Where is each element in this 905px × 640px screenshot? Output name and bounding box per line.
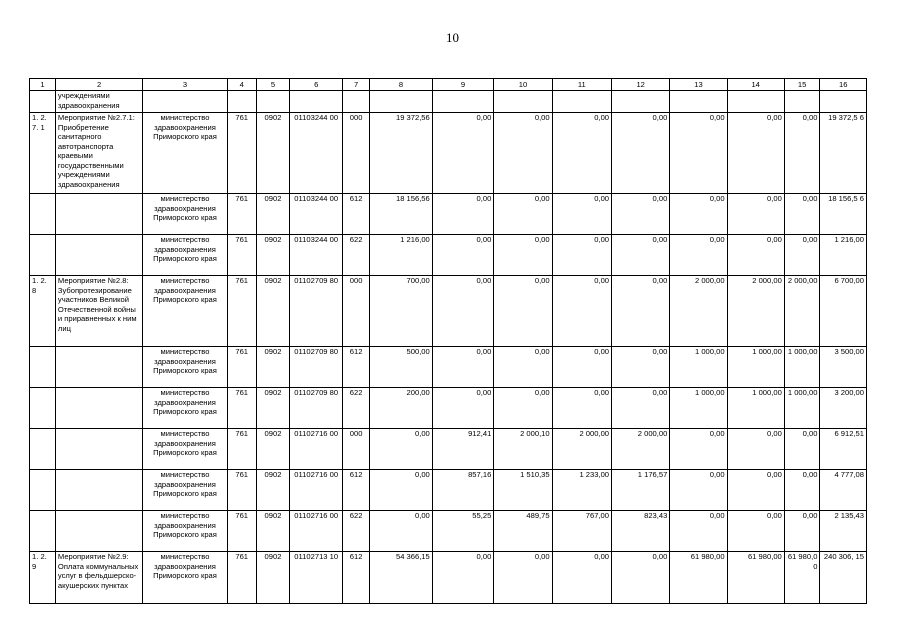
budget-code-cell: 761 xyxy=(227,429,256,470)
budget-code-cell: 0902 xyxy=(256,470,289,511)
budget-code-cell: 01102709 80 xyxy=(290,388,343,429)
amount-cell: 1 000,00 xyxy=(727,347,784,388)
budget-table xyxy=(29,78,867,604)
amount-cell: 0,00 xyxy=(552,552,611,604)
amount-cell: 0,00 xyxy=(494,347,552,388)
amount-cell: 1 510,35 xyxy=(494,470,552,511)
amount-cell: 1 000,00 xyxy=(784,388,820,429)
item-number-cell: 1. 2. 9 xyxy=(30,552,56,604)
amount-cell: 912,41 xyxy=(432,429,494,470)
budget-code-cell: 01103244 00 xyxy=(290,113,343,194)
amount-cell xyxy=(784,91,820,113)
amount-cell: 6 912,51 xyxy=(820,429,867,470)
amount-cell: 1 233,00 xyxy=(552,470,611,511)
column-header-14: 14 xyxy=(727,79,784,91)
item-number-cell: 1. 2. 7. 1 xyxy=(30,113,56,194)
amount-cell: 1 000,00 xyxy=(727,388,784,429)
column-header-13: 13 xyxy=(670,79,727,91)
amount-cell: 2 000,00 xyxy=(784,276,820,347)
budget-code-cell: 01102716 00 xyxy=(290,429,343,470)
column-header-9: 9 xyxy=(432,79,494,91)
budget-code-cell: 01103244 00 xyxy=(290,194,343,235)
amount-cell: 4 777,08 xyxy=(820,470,867,511)
amount-cell xyxy=(432,91,494,113)
column-header-15: 15 xyxy=(784,79,820,91)
amount-cell: 54 366,15 xyxy=(370,552,433,604)
amount-cell: 0,00 xyxy=(494,388,552,429)
budget-code-cell: 0902 xyxy=(256,552,289,604)
table-row xyxy=(30,552,867,604)
amount-cell xyxy=(552,91,611,113)
measure-name-cell: учреждениями здравоохранения xyxy=(55,91,142,113)
budget-code-cell: 761 xyxy=(227,552,256,604)
amount-cell: 0,00 xyxy=(784,194,820,235)
amount-cell: 2 000,00 xyxy=(552,429,611,470)
budget-code-cell xyxy=(343,91,370,113)
amount-cell: 489,75 xyxy=(494,511,552,552)
budget-code-cell: 761 xyxy=(227,347,256,388)
budget-code-cell xyxy=(290,91,343,113)
table-row xyxy=(30,235,867,276)
measure-name-cell xyxy=(55,470,142,511)
amount-cell: 0,00 xyxy=(612,113,670,194)
responsible-executor-cell: министерство здравоохранения Приморского края xyxy=(143,276,227,347)
responsible-executor-cell: министерство здравоохранения Приморского края xyxy=(143,429,227,470)
amount-cell: 0,00 xyxy=(727,113,784,194)
budget-code-cell: 01102709 80 xyxy=(290,347,343,388)
amount-cell: 0,00 xyxy=(494,235,552,276)
column-header-12: 12 xyxy=(612,79,670,91)
amount-cell: 0,00 xyxy=(670,429,727,470)
amount-cell: 2 135,43 xyxy=(820,511,867,552)
table-row xyxy=(30,276,867,347)
amount-cell: 61 980,0 0 xyxy=(784,552,820,604)
budget-code-cell xyxy=(227,91,256,113)
amount-cell: 0,00 xyxy=(432,552,494,604)
column-header-7: 7 xyxy=(343,79,370,91)
measure-name-cell xyxy=(55,388,142,429)
budget-code-cell: 0902 xyxy=(256,511,289,552)
amount-cell: 0,00 xyxy=(727,235,784,276)
responsible-executor-cell: министерство здравоохранения Приморского края xyxy=(143,388,227,429)
budget-code-cell xyxy=(256,91,289,113)
item-number-cell xyxy=(30,91,56,113)
budget-code-cell: 01103244 00 xyxy=(290,235,343,276)
amount-cell: 0,00 xyxy=(784,429,820,470)
table-row xyxy=(30,194,867,235)
amount-cell: 0,00 xyxy=(670,194,727,235)
budget-code-cell: 622 xyxy=(343,235,370,276)
amount-cell: 19 372,5 6 xyxy=(820,113,867,194)
amount-cell: 19 372,56 xyxy=(370,113,433,194)
amount-cell: 0,00 xyxy=(612,235,670,276)
item-number-cell xyxy=(30,235,56,276)
table-row xyxy=(30,388,867,429)
amount-cell: 0,00 xyxy=(552,347,611,388)
amount-cell: 0,00 xyxy=(670,235,727,276)
budget-code-cell: 761 xyxy=(227,235,256,276)
amount-cell: 2 000,10 xyxy=(494,429,552,470)
amount-cell: 0,00 xyxy=(432,113,494,194)
table-row xyxy=(30,347,867,388)
amount-cell: 200,00 xyxy=(370,388,433,429)
amount-cell: 0,00 xyxy=(370,511,433,552)
amount-cell: 0,00 xyxy=(784,470,820,511)
item-number-cell xyxy=(30,429,56,470)
amount-cell: 1 000,00 xyxy=(784,347,820,388)
measure-name-cell xyxy=(55,429,142,470)
amount-cell: 55,25 xyxy=(432,511,494,552)
table-row xyxy=(30,429,867,470)
amount-cell: 0,00 xyxy=(612,194,670,235)
amount-cell: 0,00 xyxy=(727,470,784,511)
amount-cell: 0,00 xyxy=(432,347,494,388)
responsible-executor-cell: министерство здравоохранения Приморского края xyxy=(143,347,227,388)
amount-cell: 500,00 xyxy=(370,347,433,388)
amount-cell: 1 000,00 xyxy=(670,388,727,429)
amount-cell: 2 000,00 xyxy=(727,276,784,347)
budget-code-cell: 000 xyxy=(343,113,370,194)
amount-cell: 18 156,5 6 xyxy=(820,194,867,235)
amount-cell: 0,00 xyxy=(612,276,670,347)
budget-code-cell: 761 xyxy=(227,276,256,347)
budget-code-cell: 761 xyxy=(227,511,256,552)
item-number-cell xyxy=(30,347,56,388)
item-number-cell xyxy=(30,388,56,429)
amount-cell: 0,00 xyxy=(432,194,494,235)
measure-name-cell: Мероприятие №2.7.1: Приобретение санитарного автотранспорта краевыми государственными учреждениями здравоохранения xyxy=(55,113,142,194)
amount-cell: 0,00 xyxy=(670,470,727,511)
amount-cell: 0,00 xyxy=(432,388,494,429)
budget-code-cell: 612 xyxy=(343,470,370,511)
responsible-executor-cell: министерство здравоохранения Приморского края xyxy=(143,470,227,511)
budget-code-cell: 0902 xyxy=(256,235,289,276)
column-header-4: 4 xyxy=(227,79,256,91)
amount-cell: 0,00 xyxy=(494,113,552,194)
amount-cell: 0,00 xyxy=(370,470,433,511)
amount-cell: 61 980,00 xyxy=(670,552,727,604)
budget-code-cell: 0902 xyxy=(256,347,289,388)
amount-cell: 0,00 xyxy=(370,429,433,470)
amount-cell: 0,00 xyxy=(552,194,611,235)
budget-code-cell: 01102713 10 xyxy=(290,552,343,604)
budget-code-cell: 612 xyxy=(343,194,370,235)
amount-cell: 0,00 xyxy=(552,113,611,194)
amount-cell: 0,00 xyxy=(552,235,611,276)
amount-cell: 0,00 xyxy=(494,276,552,347)
item-number-cell xyxy=(30,511,56,552)
amount-cell: 1 216,00 xyxy=(370,235,433,276)
column-header-11: 11 xyxy=(552,79,611,91)
amount-cell: 1 176,57 xyxy=(612,470,670,511)
budget-code-cell: 612 xyxy=(343,347,370,388)
table-row xyxy=(30,470,867,511)
budget-code-cell: 622 xyxy=(343,511,370,552)
amount-cell: 0,00 xyxy=(552,276,611,347)
amount-cell: 0,00 xyxy=(670,113,727,194)
table-row xyxy=(30,511,867,552)
amount-cell: 767,00 xyxy=(552,511,611,552)
measure-name-cell xyxy=(55,235,142,276)
amount-cell: 0,00 xyxy=(670,511,727,552)
budget-code-cell: 0902 xyxy=(256,276,289,347)
amount-cell: 0,00 xyxy=(432,235,494,276)
amount-cell xyxy=(612,91,670,113)
budget-code-cell: 0902 xyxy=(256,388,289,429)
amount-cell: 3 200,00 xyxy=(820,388,867,429)
budget-code-cell: 761 xyxy=(227,470,256,511)
column-header-10: 10 xyxy=(494,79,552,91)
measure-name-cell: Мероприятие №2.9: Оплата коммунальных услуг в фельдшерско-акушерских пунктах xyxy=(55,552,142,604)
measure-name-cell xyxy=(55,511,142,552)
budget-code-cell: 000 xyxy=(343,276,370,347)
amount-cell: 18 156,56 xyxy=(370,194,433,235)
column-header-2: 2 xyxy=(55,79,142,91)
table-row xyxy=(30,113,867,194)
item-number-cell: 1. 2. 8 xyxy=(30,276,56,347)
page-number: 10 xyxy=(446,30,459,45)
amount-cell: 0,00 xyxy=(727,511,784,552)
amount-cell: 1 216,00 xyxy=(820,235,867,276)
budget-code-cell: 761 xyxy=(227,194,256,235)
column-header-1: 1 xyxy=(30,79,56,91)
budget-code-cell: 01102709 80 xyxy=(290,276,343,347)
item-number-cell xyxy=(30,194,56,235)
amount-cell: 2 000,00 xyxy=(670,276,727,347)
amount-cell: 240 306, 15 xyxy=(820,552,867,604)
responsible-executor-cell: министерство здравоохранения Приморского края xyxy=(143,194,227,235)
amount-cell: 0,00 xyxy=(612,347,670,388)
budget-code-cell: 01102716 00 xyxy=(290,511,343,552)
measure-name-cell: Мероприятие №2.8: Зубопротезирование участников Великой Отечественной войны и приравненных к ним лиц xyxy=(55,276,142,347)
budget-code-cell: 761 xyxy=(227,388,256,429)
budget-code-cell: 622 xyxy=(343,388,370,429)
amount-cell: 0,00 xyxy=(727,429,784,470)
responsible-executor-cell: министерство здравоохранения Приморского края xyxy=(143,113,227,194)
amount-cell: 0,00 xyxy=(494,194,552,235)
amount-cell: 3 500,00 xyxy=(820,347,867,388)
column-header-5: 5 xyxy=(256,79,289,91)
amount-cell: 0,00 xyxy=(784,113,820,194)
amount-cell: 0,00 xyxy=(784,235,820,276)
measure-name-cell xyxy=(55,347,142,388)
measure-name-cell xyxy=(55,194,142,235)
amount-cell: 0,00 xyxy=(432,276,494,347)
amount-cell xyxy=(370,91,433,113)
responsible-executor-cell: министерство здравоохранения Приморского края xyxy=(143,511,227,552)
item-number-cell xyxy=(30,470,56,511)
budget-code-cell: 761 xyxy=(227,113,256,194)
amount-cell: 2 000,00 xyxy=(612,429,670,470)
amount-cell xyxy=(494,91,552,113)
amount-cell: 0,00 xyxy=(494,552,552,604)
column-header-6: 6 xyxy=(290,79,343,91)
header-row xyxy=(30,79,867,91)
budget-code-cell: 0902 xyxy=(256,113,289,194)
column-header-8: 8 xyxy=(370,79,433,91)
amount-cell: 0,00 xyxy=(612,552,670,604)
amount-cell: 857,16 xyxy=(432,470,494,511)
amount-cell: 700,00 xyxy=(370,276,433,347)
amount-cell: 61 980,00 xyxy=(727,552,784,604)
table-row xyxy=(30,91,867,113)
responsible-executor-cell xyxy=(143,91,227,113)
budget-code-cell: 01102716 00 xyxy=(290,470,343,511)
budget-code-cell: 000 xyxy=(343,429,370,470)
amount-cell xyxy=(670,91,727,113)
amount-cell: 823,43 xyxy=(612,511,670,552)
amount-cell xyxy=(820,91,867,113)
responsible-executor-cell: министерство здравоохранения Приморского края xyxy=(143,235,227,276)
amount-cell: 0,00 xyxy=(612,388,670,429)
amount-cell: 0,00 xyxy=(784,511,820,552)
budget-code-cell: 612 xyxy=(343,552,370,604)
amount-cell: 1 000,00 xyxy=(670,347,727,388)
column-header-16: 16 xyxy=(820,79,867,91)
amount-cell: 6 700,00 xyxy=(820,276,867,347)
column-header-3: 3 xyxy=(143,79,227,91)
amount-cell xyxy=(727,91,784,113)
budget-code-cell: 0902 xyxy=(256,429,289,470)
amount-cell: 0,00 xyxy=(727,194,784,235)
responsible-executor-cell: министерство здравоохранения Приморского края xyxy=(143,552,227,604)
amount-cell: 0,00 xyxy=(552,388,611,429)
budget-code-cell: 0902 xyxy=(256,194,289,235)
